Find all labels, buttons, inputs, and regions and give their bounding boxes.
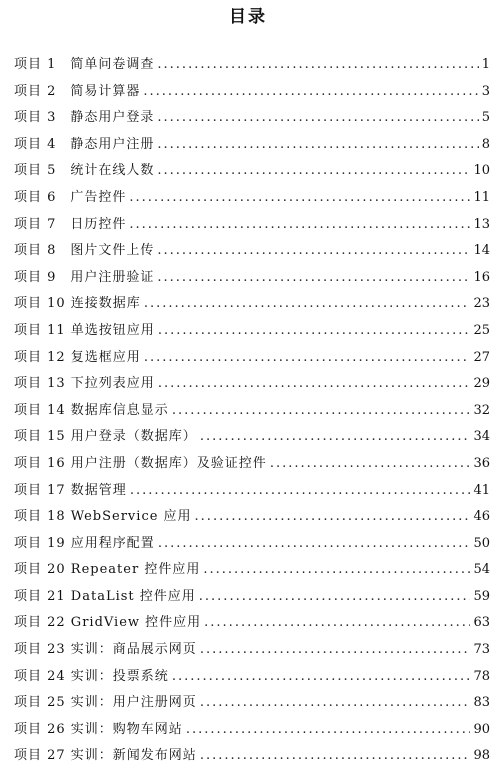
toc-entry-page-number: 5 xyxy=(481,110,490,126)
toc-entry[interactable] xyxy=(14,238,490,265)
toc-entry-label: 项目 25 实训：用户注册网页 xyxy=(14,695,197,711)
toc-leader-dots xyxy=(172,398,471,425)
toc-leader-dots xyxy=(172,664,471,691)
toc-entry-label: 项目 18 WebService 应用 xyxy=(14,509,192,525)
toc-leader-dots xyxy=(144,345,471,372)
toc-entry[interactable] xyxy=(14,504,490,531)
toc-entry-label: 项目 11 单选按钮应用 xyxy=(14,322,155,338)
toc-entry-page-number: 59 xyxy=(473,588,490,604)
toc-entry[interactable] xyxy=(14,291,490,318)
toc-leader-dots xyxy=(144,291,471,318)
toc-leader-dots xyxy=(200,637,471,664)
toc-entry[interactable] xyxy=(14,132,490,159)
toc-entry-label: 项目 13 下拉列表应用 xyxy=(14,376,155,392)
toc-leader-dots xyxy=(158,531,471,558)
toc-entry-page-number: 29 xyxy=(473,376,490,392)
toc-entry-page-number: 25 xyxy=(473,322,490,338)
toc-entry[interactable] xyxy=(14,105,490,132)
toc-entry-label: 项目 9 用户注册验证 xyxy=(14,269,155,285)
toc-leader-dots xyxy=(157,238,470,265)
toc-entry-label: 项目 22 GridView 控件应用 xyxy=(14,615,202,631)
toc-entry-label: 项目 14 数据库信息显示 xyxy=(14,402,169,418)
toc-entry-label: 项目 5 统计在线人数 xyxy=(14,163,155,179)
toc-entry[interactable] xyxy=(14,610,490,637)
toc-leader-dots xyxy=(157,52,478,79)
toc-leader-dots xyxy=(204,610,470,637)
toc-leader-dots xyxy=(186,717,471,744)
toc-leader-dots xyxy=(200,743,471,770)
toc-entry[interactable] xyxy=(14,451,490,478)
toc-leader-dots xyxy=(157,158,470,185)
toc-entry-page-number: 83 xyxy=(473,695,490,711)
toc-entry[interactable] xyxy=(14,52,490,79)
toc-entry-page-number: 41 xyxy=(473,482,490,498)
toc-entry-label: 项目 26 实训：购物车网站 xyxy=(14,721,183,737)
toc-entry-page-number: 98 xyxy=(473,748,490,764)
toc-entry-page-number: 27 xyxy=(473,349,490,365)
toc-entry[interactable] xyxy=(14,690,490,717)
toc-entry-page-number: 32 xyxy=(473,402,490,418)
toc-entry-label: 项目 17 数据管理 xyxy=(14,482,127,498)
toc-leader-dots xyxy=(143,79,478,106)
toc-entry-page-number: 63 xyxy=(473,615,490,631)
toc-entry-label: 项目 23 实训：商品展示网页 xyxy=(14,642,197,658)
toc-entry[interactable] xyxy=(14,637,490,664)
toc-leader-dots xyxy=(270,451,471,478)
toc-entry[interactable] xyxy=(14,557,490,584)
toc-leader-dots xyxy=(203,557,470,584)
toc-entry[interactable] xyxy=(14,371,490,398)
toc-entry[interactable] xyxy=(14,717,490,744)
toc-leader-dots xyxy=(129,185,470,212)
toc-entry-label: 项目 12 复选框应用 xyxy=(14,349,141,365)
toc-entry[interactable] xyxy=(14,743,490,770)
toc-entry-page-number: 11 xyxy=(473,189,490,205)
toc-leader-dots xyxy=(200,690,471,717)
toc-entry[interactable] xyxy=(14,424,490,451)
toc-leader-dots xyxy=(158,318,471,345)
toc-leader-dots xyxy=(195,504,471,531)
toc-entry-label: 项目 6 广告控件 xyxy=(14,189,127,205)
toc-entry[interactable] xyxy=(14,478,490,505)
toc-entry-page-number: 16 xyxy=(473,269,490,285)
toc-entry-page-number: 54 xyxy=(473,562,490,578)
toc-leader-dots xyxy=(157,105,478,132)
toc-entry[interactable] xyxy=(14,79,490,106)
toc-entry-page-number: 36 xyxy=(473,455,490,471)
toc-leader-dots xyxy=(157,132,478,159)
toc-entry[interactable] xyxy=(14,398,490,425)
toc-entry[interactable] xyxy=(14,265,490,292)
toc-entry[interactable] xyxy=(14,531,490,558)
toc-entry-page-number: 50 xyxy=(473,535,490,551)
toc-leader-dots xyxy=(200,424,471,451)
toc-entry-label: 项目 2 简易计算器 xyxy=(14,83,141,99)
toc-entry-label: 项目 19 应用程序配置 xyxy=(14,535,155,551)
toc-entry-label: 项目 24 实训：投票系统 xyxy=(14,668,169,684)
toc-entry-page-number: 78 xyxy=(473,668,490,684)
toc-entry-label: 项目 8 图片文件上传 xyxy=(14,243,155,259)
toc-entry-page-number: 13 xyxy=(473,216,490,232)
toc-entry-label: 项目 4 静态用户注册 xyxy=(14,136,155,152)
toc-entry-page-number: 3 xyxy=(481,83,490,99)
toc-entry-label: 项目 27 实训：新闻发布网站 xyxy=(14,748,197,764)
toc-entry-page-number: 46 xyxy=(473,509,490,525)
toc-entry-page-number: 34 xyxy=(473,429,490,445)
toc-entry-page-number: 73 xyxy=(473,642,490,658)
toc-entry[interactable] xyxy=(14,584,490,611)
toc-entry-label: 项目 15 用户登录（数据库） xyxy=(14,429,197,445)
toc-entry-label: 项目 3 静态用户登录 xyxy=(14,110,155,126)
toc-entry[interactable] xyxy=(14,664,490,691)
toc-entry-page-number: 10 xyxy=(473,163,490,179)
table-of-contents xyxy=(14,52,490,770)
toc-entry-label: 项目 16 用户注册（数据库）及验证控件 xyxy=(14,455,267,471)
toc-entry-label: 项目 20 Repeater 控件应用 xyxy=(14,562,201,578)
toc-leader-dots xyxy=(130,478,471,505)
toc-entry[interactable] xyxy=(14,158,490,185)
toc-entry-label: 项目 1 简单问卷调查 xyxy=(14,57,155,72)
toc-entry-label: 项目 21 DataList 控件应用 xyxy=(14,588,196,604)
toc-entry-page-number: 23 xyxy=(473,296,490,312)
toc-entry-page-number: 14 xyxy=(473,243,490,259)
page-title: 目录 xyxy=(229,7,267,27)
toc-entry-page-number: 8 xyxy=(481,136,490,152)
toc-entry-page-number: 90 xyxy=(473,721,490,737)
toc-entry[interactable] xyxy=(14,318,490,345)
toc-entry-label: 项目 10 连接数据库 xyxy=(14,296,141,312)
toc-entry-label: 项目 7 日历控件 xyxy=(14,216,127,232)
toc-entry[interactable] xyxy=(14,345,490,372)
toc-leader-dots xyxy=(199,584,471,611)
toc-entry[interactable] xyxy=(14,212,490,239)
toc-leader-dots xyxy=(157,265,470,292)
toc-entry-page-number: 1 xyxy=(481,57,490,72)
toc-leader-dots xyxy=(129,212,470,239)
toc-entry[interactable] xyxy=(14,185,490,212)
toc-leader-dots xyxy=(158,371,471,398)
